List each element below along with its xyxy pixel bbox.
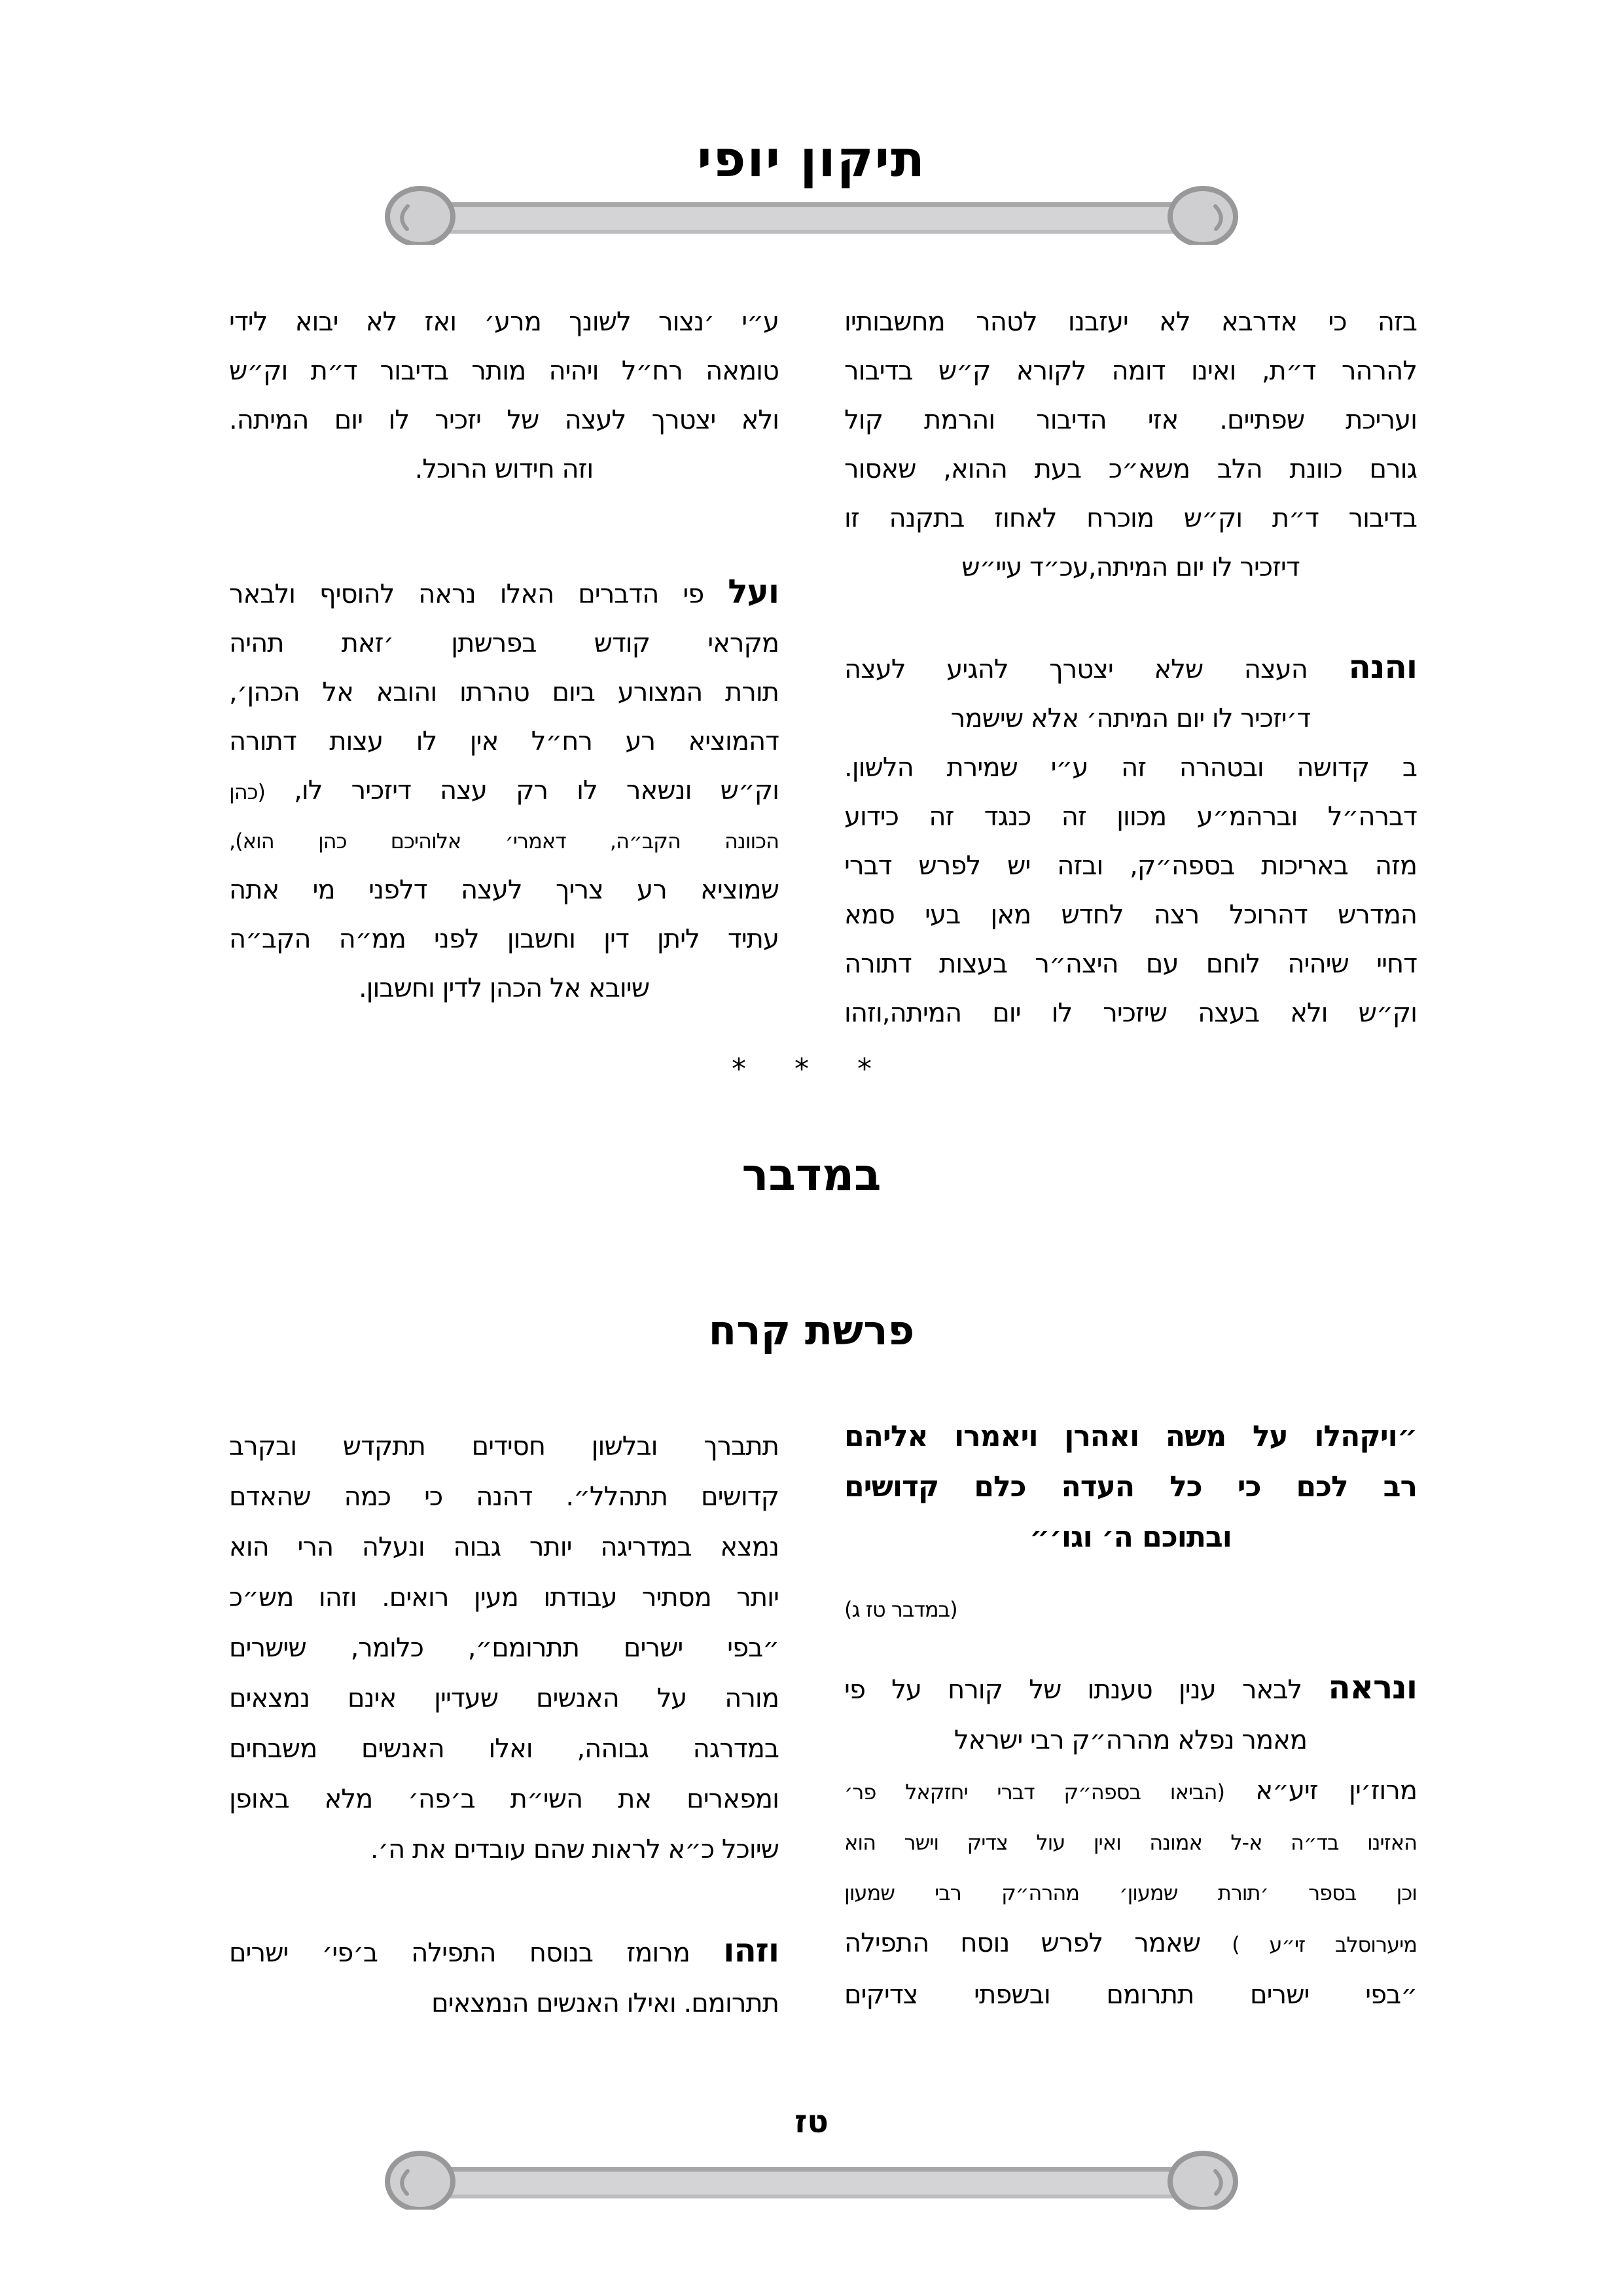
line-text: שאמר לפרש נוסח התפילה (844, 1928, 1201, 1958)
text-line: יותר מסתיר עבודתו מעין רואים. וזהו מש״כ (229, 1583, 779, 1613)
line-text: העצה שלא יצטרך להגיע לעצה (844, 655, 1308, 685)
text-line: המדרש דהרוכל רצה לחדש מאן בעי סמא (844, 900, 1417, 930)
text-line (229, 766, 779, 817)
section-heading: במדבר (741, 1149, 882, 1201)
text-line: מאמר נפלא מהרה״ק רבי ישראל (954, 1725, 1308, 1755)
small-text: (הביאו בספה״ק דברי יחזקאל פר׳ (844, 1780, 1224, 1804)
text-line: הכוונה הקב״ה, דאמרי׳ אלוהיכם כהן הוא), (229, 829, 779, 853)
text-line (844, 643, 1417, 694)
upper-left-column (229, 298, 779, 1013)
text-line: מורה על האנשים שעדיין אינם נמצאים (229, 1683, 779, 1713)
line-text: מרומז בנוסח התפילה ב׳פי׳ ישרים (229, 1938, 690, 1968)
text-line: ולא יצטרך לעצה של יזכיר לו יום המיתה. (229, 405, 779, 435)
text-line: טומאה רח״ל ויהיה מותר בדיבור ד״ת וק״ש (229, 356, 779, 386)
text-line: בזה כי אדרבא לא יעזבנו לטהר מחשבותיו (844, 307, 1417, 337)
text-line: שיוכל כ״א לראות שהם עובדים את ה׳. (370, 1835, 779, 1865)
scroll-rod-top-ornament (378, 185, 1245, 245)
line-text: מרוז׳ין זיע״א (1255, 1776, 1418, 1806)
text-line: דחיי שיהיה לוחם עם היצה״ר בעצות דתורה (844, 949, 1417, 979)
line-text: פי הדברים האלו נראה להוסיף ולבאר (229, 579, 704, 609)
text-line: ״בפי ישרים תתרומם ובשפתי צדיקים (844, 1980, 1417, 2010)
paragraph-opener: ועל (728, 573, 779, 611)
text-line: האזינו בד״ה א-ל אמונה ואין עול צדיק וישר הוא (844, 1830, 1417, 1855)
line-text: וק״ש ונשאר לו רק עצה דיזכיר לו, (294, 776, 779, 806)
text-line: במדרגה גבוהה, ואלו האנשים משבחים (229, 1734, 779, 1764)
text-line: ״בפי ישרים תתרומם״, כלומר, שישרים (229, 1633, 779, 1663)
paragraph-gap (844, 592, 1417, 643)
text-line (229, 1926, 779, 1979)
line-text: לבאר ענין טענתו של קורח על פי (844, 1675, 1302, 1705)
text-line: דיזכיר לו יום המיתה,עכ״ד עיי״ש (961, 552, 1300, 583)
scroll-rod-bottom-ornament (378, 2149, 1245, 2210)
paragraph-opener: וזהו (723, 1931, 779, 1969)
parsha-heading: פרשת קרח (708, 1306, 915, 1354)
text-line: ומפארים את השי״ת ב׳פה׳ מלא באופן (229, 1784, 779, 1814)
text-line: ד׳יזכיר לו יום המיתה׳ אלא שישמר (950, 704, 1311, 734)
text-line: תתברך ובלשון חסידים תתקדש ובקרב (229, 1431, 779, 1462)
scroll-rod-icon (378, 2149, 1245, 2210)
text-line: תורת המצורע ביום טהרתו והובא אל הכהן׳, (229, 677, 779, 708)
text-line (229, 567, 779, 619)
section-separator: * * * (732, 1052, 891, 1086)
quote-line: רב לכם כי כל העדה כלם קדושים (844, 1470, 1417, 1503)
text-line: גורם כוונת הלב משא״כ בעת ההוא, שאסור (844, 454, 1417, 484)
text-line (844, 1766, 1417, 1818)
text-line: וק״ש ולא בעצה שיזכיר לו יום המיתה,וזהו (844, 998, 1417, 1028)
text-line: דברה״ל וברהמ״ע מכוון זה כנגד זה כידוע (844, 802, 1417, 832)
text-line: מזה באריכות בספה״ק, ובזה יש לפרש דברי (844, 851, 1417, 881)
text-line: ב קדושה ובטהרה זה ע״י שמירת הלשון. (844, 753, 1417, 783)
text-line: תתרומם. ואילו האנשים הנמצאים (431, 1988, 779, 2018)
paragraph-opener: והנה (1348, 648, 1417, 686)
text-line: מקראי קודש בפרשתן ׳זאת תהיה (229, 628, 779, 658)
page-number: טז (794, 2104, 829, 2140)
text-line: להרהר ד״ת, ואינו דומה לקורא ק״ש בדיבור (844, 356, 1417, 386)
text-line (844, 1662, 1417, 1715)
text-line: ועריכת שפתיים. אזי הדיבור והרמת קול (844, 405, 1417, 435)
text-line: עתיד ליתן דין וחשבון לפני ממ״ה הקב״ה (229, 924, 779, 954)
small-text: (כהן (229, 780, 266, 804)
text-line (844, 1918, 1417, 1970)
verse-citation: (במדבר טז ג) (844, 1597, 957, 1622)
upper-right-column (844, 298, 1417, 1038)
small-text: מיערוסלב זי״ע ) (1232, 1932, 1417, 1957)
paragraph-gap (229, 494, 779, 567)
text-line: נמצא במדריגה יותר גבוה ונעלה הרי הוא (229, 1532, 779, 1562)
paragraph-gap (229, 1875, 779, 1926)
page-title: תיקון יופי (697, 130, 926, 188)
quote-line: ובתוכם ה׳ וגו׳״ (1029, 1520, 1232, 1554)
text-line: וכן בספר ׳תורת שמעון׳ מהרה״ק רבי שמעון (844, 1880, 1417, 1905)
lower-left-column (229, 1422, 779, 2029)
text-line: דהמוציא רע רח״ל אין לו עצות דתורה (229, 726, 779, 757)
text-line: שיובא אל הכהן לדין וחשבון. (358, 973, 650, 1003)
scroll-rod-icon (378, 185, 1245, 245)
lower-right-column (844, 1411, 1417, 2020)
quote-line: ״ויקהלו על משה ואהרן ויאמרו אליהם (844, 1420, 1417, 1453)
text-line: ע״י ׳נצור לשונך מרע׳ ואז לא יבוא לידי (229, 307, 779, 337)
text-line: בדיבור ד״ת וק״ש מוכרח לאחוז בתקנה זו (844, 503, 1417, 533)
paragraph-opener: ונראה (1328, 1668, 1417, 1706)
text-line: וזה חידוש הרוכל. (414, 454, 594, 484)
text-line: שמוציא רע צריך לעצה דלפני מי אתה (229, 875, 779, 905)
text-line: קדושים תתהלל״. דהנה כי כמה שהאדם (229, 1482, 779, 1512)
